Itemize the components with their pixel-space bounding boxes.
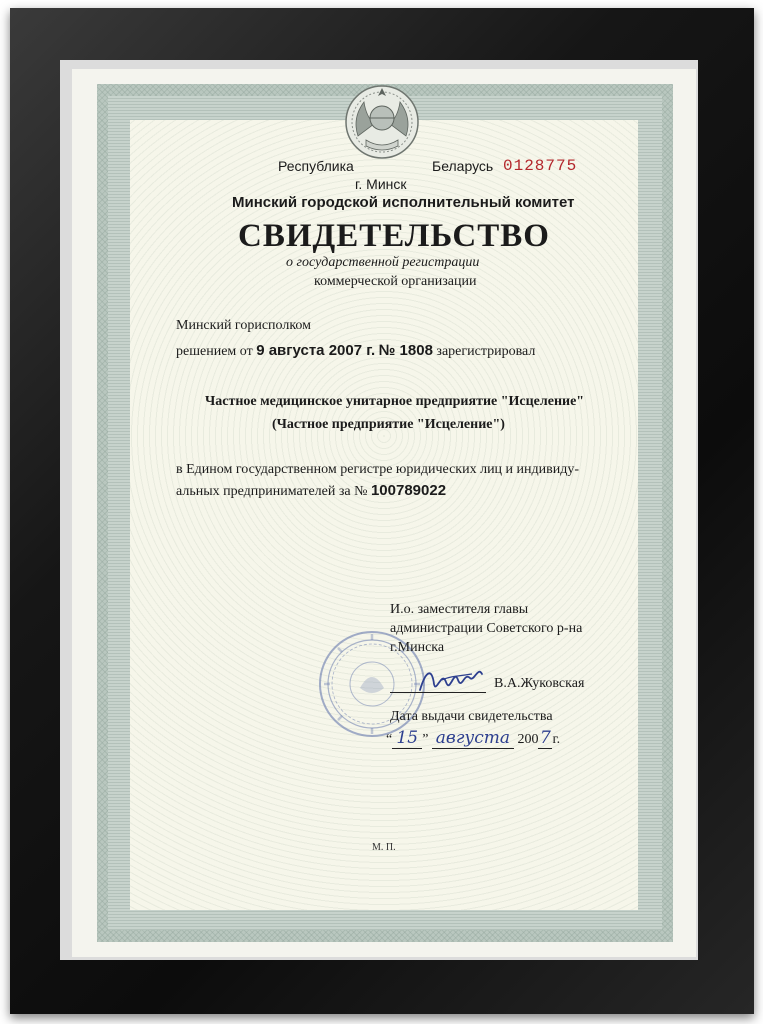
seal-placeholder: М. П. xyxy=(372,842,396,853)
organization-short-name: (Частное предприятие "Исцеление") xyxy=(272,417,505,432)
republic-label: Республика xyxy=(278,158,354,174)
belarus-label: Беларусь xyxy=(432,158,494,174)
register-number: 100789022 xyxy=(370,482,447,499)
decision-number: № 1808 xyxy=(378,342,433,359)
signatory-title-line1: И.о. заместителя главы xyxy=(390,602,529,617)
city-label: г. Минск xyxy=(355,176,407,192)
issue-date-label: Дата выдачи свидетельства xyxy=(390,709,553,724)
issue-date: “ 15 ” августа 2007 г. xyxy=(386,728,561,748)
signatory-name: В.А.Жуковская xyxy=(494,676,585,691)
organization-full-name: Частное медицинское унитарное предприятие "Исцеление" xyxy=(205,394,585,409)
register-line1: в Едином государственном регистре юридических лиц и индивиду- xyxy=(176,462,580,477)
issue-day: 15 xyxy=(392,728,422,749)
issuer-name: Минский городской исполнительный комитет xyxy=(232,194,575,211)
registering-authority: Минский горисполком xyxy=(176,318,312,333)
document-subtitle-line2: коммерческой организации xyxy=(314,274,477,289)
handwritten-signature xyxy=(412,660,496,700)
issue-year-suffix: г. xyxy=(552,732,561,747)
document-subtitle-line1: о государственной регистрации xyxy=(286,255,480,270)
document-title: СВИДЕТЕЛЬСТВО xyxy=(238,218,550,254)
register-line2 xyxy=(176,482,446,500)
decision-prefix: решением от xyxy=(176,344,253,359)
register-line2-prefix: альных предпринимателей за № xyxy=(176,484,368,499)
signatory-title-line3: г.Минска xyxy=(390,640,445,655)
signatory-title-line2: администрации Советского р-на xyxy=(390,621,583,636)
decision-date: 9 августа 2007 г. xyxy=(256,342,376,359)
issue-month: августа xyxy=(432,728,514,749)
decision-line xyxy=(176,342,535,360)
issue-year-prefix: 200 xyxy=(517,732,539,747)
decision-suffix: зарегистрировал xyxy=(436,344,536,359)
serial-number: 0128775 xyxy=(503,157,578,175)
issue-year-digit: 7 xyxy=(540,728,551,748)
belarus-coat-of-arms-icon xyxy=(340,78,424,162)
